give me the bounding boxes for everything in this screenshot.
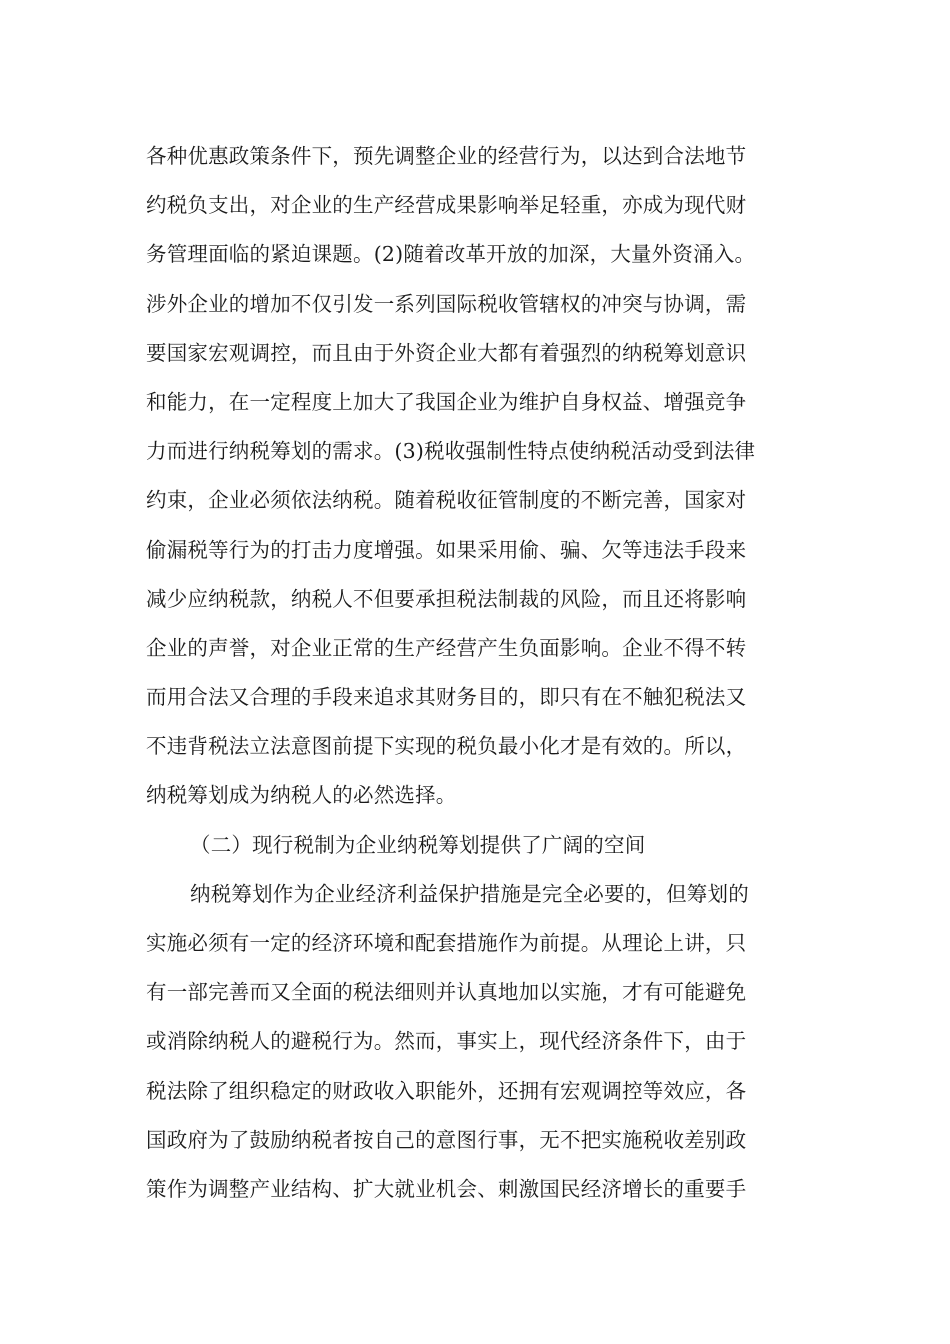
text-line: 约税负支出，对企业的生产经营成果影响举足轻重，亦成为现代财 [146,193,747,218]
text-line: 涉外企业的增加不仅引发一系列国际税收管辖权的冲突与协调，需 [146,291,747,316]
section-heading: （二）现行税制为企业纳税筹划提供了广阔的空间 [190,832,646,857]
text-line: 偷漏税等行为的打击力度增强。如果采用偷、骗、欠等违法手段来 [146,537,747,562]
text-line: 力而进行纳税筹划的需求。(3)税收强制性特点使纳税活动受到法律 [146,439,756,464]
text-line: 约束，企业必须依法纳税。随着税收征管制度的不断完善，国家对 [146,488,747,513]
text-line: 国政府为了鼓励纳税者按自己的意图行事，无不把实施税收差别政 [146,1127,747,1152]
text-line: 纳税筹划成为纳税人的必然选择。 [146,783,457,808]
text-line: 减少应纳税款，纳税人不但要承担税法制裁的风险，而且还将影响 [146,586,747,611]
text-line: 不违背税法立法意图前提下实现的税负最小化才是有效的。所以， [146,734,747,759]
text-line: 要国家宏观调控，而且由于外资企业大都有着强烈的纳税筹划意识 [146,340,747,365]
text-line: 有一部完善而又全面的税法细则并认真地加以实施，才有可能避免 [146,980,747,1005]
text-line: 税法除了组织稳定的财政收入职能外，还拥有宏观调控等效应，各 [146,1078,747,1103]
text-line: 或消除纳税人的避税行为。然而，事实上，现代经济条件下，由于 [146,1029,747,1054]
text-line: 实施必须有一定的经济环境和配套措施作为前提。从理论上讲，只 [146,931,747,955]
text-line: 务管理面临的紧迫课题。(2)随着改革开放的加深，大量外资涌入。 [146,242,756,267]
text-line: 策作为调整产业结构、扩大就业机会、刺激国民经济增长的重要手 [146,1176,747,1201]
text-line: 和能力，在一定程度上加大了我国企业为维护自身权益、增强竞争 [146,389,747,414]
text-line: 而用合法又合理的手段来追求其财务目的，即只有在不触犯税法又 [146,685,747,710]
body-text [146,132,806,1214]
text-line: 企业的声誉，对企业正常的生产经营产生负面影响。企业不得不转 [146,635,747,660]
text-line: 各种优惠政策条件下，预先调整企业的经营行为，以达到合法地节 [146,144,747,168]
paragraph-first-line: 纳税筹划作为企业经济利益保护措施是完全必要的，但筹划的 [190,881,749,906]
